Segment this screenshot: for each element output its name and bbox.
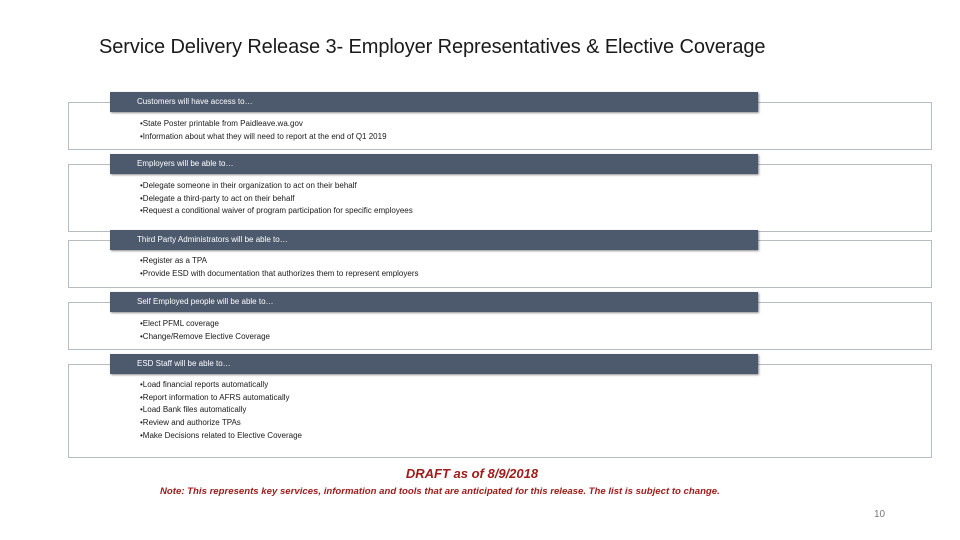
item-list [140,118,387,143]
item-list [140,180,413,218]
disclaimer-note: Note: This represents key services, information and tools that are anticipated for this release. The list is subject to change. [160,486,720,497]
list-item: •Provide ESD with documentation that authorizes them to represent employers [140,268,419,278]
section-header: Self Employed people will be able to… [110,292,758,312]
item-list [140,255,419,280]
list-item: •Review and authorize TPAs [140,418,241,428]
section-header: Customers will have access to… [110,92,758,112]
page-number: 10 [874,509,886,520]
list-item: •Information about what they will need to report at the end of Q1 2019 [140,131,387,141]
section-header: Employers will be able to… [110,154,758,174]
list-item: •Delegate someone in their organization to act on their behalf [140,181,357,190]
item-list [140,318,270,343]
list-item: •Request a conditional waiver of program participation for specific employees [140,206,413,216]
list-item: •Make Decisions related to Elective Coverage [140,430,302,440]
section-header: Third Party Administrators will be able to… [110,230,758,250]
list-item: •Register as a TPA [140,256,207,265]
section-header: ESD Staff will be able to… [110,354,758,374]
draft-notice: DRAFT as of 8/9/2018 [405,466,539,481]
list-item: •Delegate a third-party to act on their behalf [140,193,295,203]
list-item: •Change/Remove Elective Coverage [140,331,270,341]
page-title: Service Delivery Release 3- Employer Representatives & Elective Coverage [99,36,766,58]
list-item: •State Poster printable from Paidleave.wa.gov [140,119,303,128]
list-item: •Load Bank files automatically [140,405,247,415]
list-item: •Load financial reports automatically [140,380,269,389]
list-item: •Report information to AFRS automatically [140,392,290,402]
list-item: •Elect PFML coverage [140,319,219,328]
item-list [140,379,302,443]
